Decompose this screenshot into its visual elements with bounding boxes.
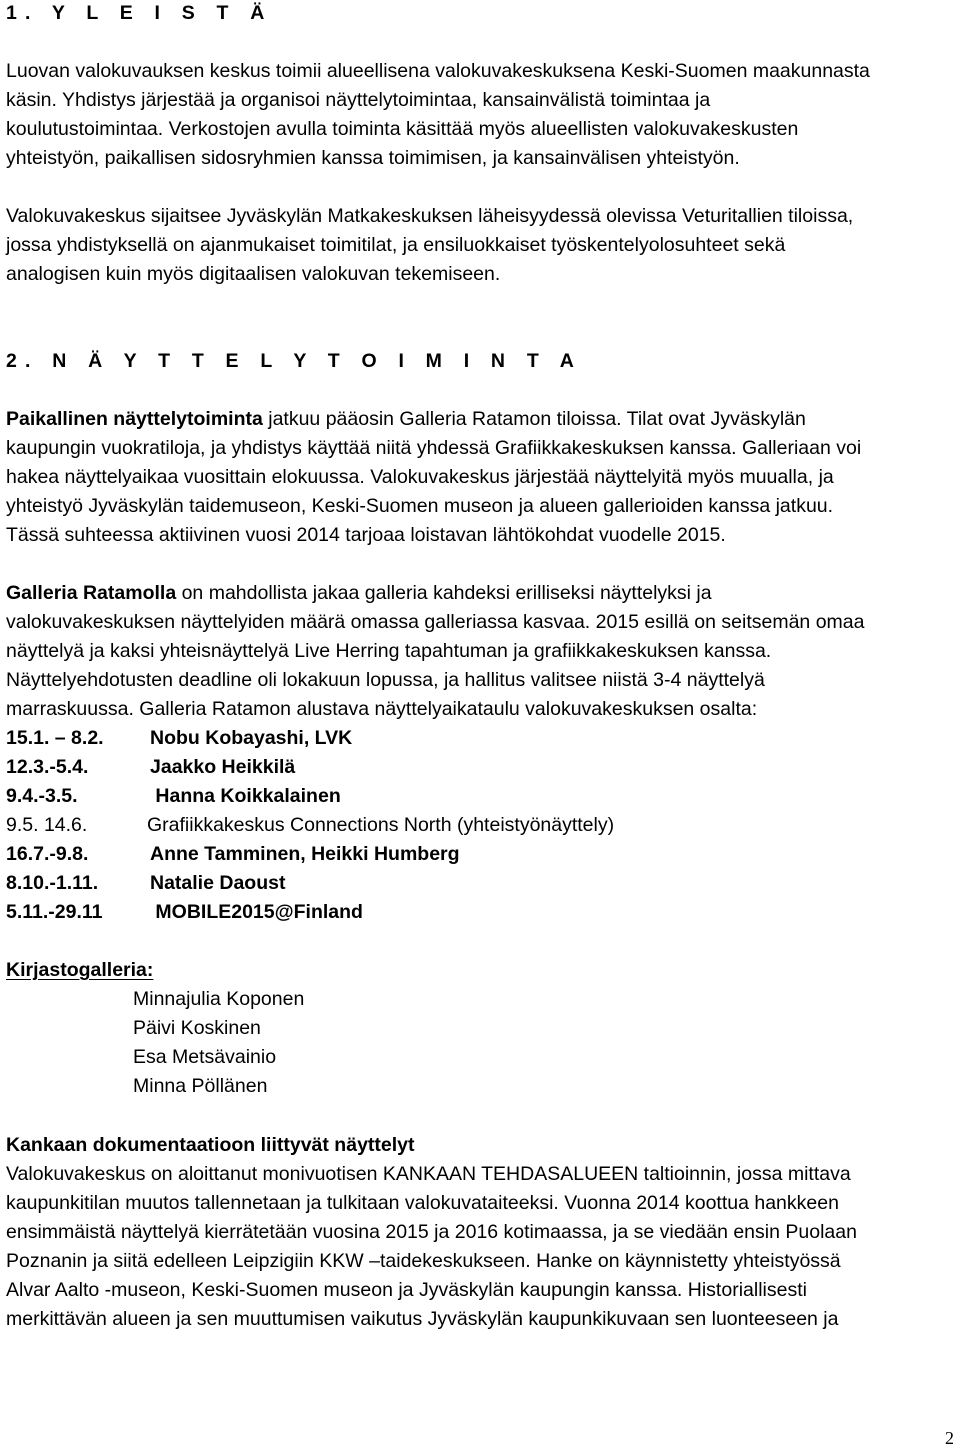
schedule-artist: Hanna Koikkalainen [150, 785, 341, 807]
schedule-row [6, 840, 460, 869]
paragraph-line: marraskuussa. Galleria Ratamon alustava näyttelyaikataulu valokuvakeskuksen osalta: [6, 698, 758, 720]
schedule-artist: Grafiikkakeskus Connections North (yhteistyönäyttely) [147, 814, 615, 836]
paragraph-line: Poznanin ja siitä edelleen Leipzigiin KKW –taidekeskukseen. Hanke on käynnistetty yhteistyössä [6, 1250, 841, 1272]
schedule-date: 9.5. 14.6. [6, 814, 88, 836]
paragraph-lead: Galleria Ratamolla [6, 582, 177, 604]
library-gallery-heading: Kirjastogalleria: [6, 959, 154, 981]
paragraph-line: Valokuvakeskus on aloittanut monivuotisen KANKAAN TEHDASALUEEN taltioinnin, jossa mittava [6, 1163, 851, 1185]
paragraph-line: kaupungin vuokratiloja, ja yhdistys käyttää niitä yhdessä Grafiikkakeskuksen kanssa. Galleriaan voi [6, 437, 862, 459]
schedule-date: 5.11.-29.11 [6, 901, 103, 923]
paragraph-line: kaupunkitilan muutos tallennetaan ja tulkitaan valokuvataiteeksi. Vuonna 2014 koottua hankkeen [6, 1192, 839, 1214]
schedule-date: 15.1. – 8.2. [6, 727, 104, 749]
library-artist: Esa Metsävainio [133, 1046, 277, 1068]
page-number: 2 [945, 1428, 954, 1448]
paragraph-line: hakea näyttelyaikaa vuosittain elokuussa. Valokuvakeskus järjestää näyttelyitä myös muualla, ja [6, 466, 834, 488]
paragraph-line: valokuvakeskuksen näyttelyiden määrä omassa galleriassa kasvaa. 2015 esillä on seitsemän omaa [6, 611, 865, 633]
paragraph-line: yhteistyön, paikallisen sidosryhmien kanssa toimimisen, ja kansainvälisen yhteistyön. [6, 147, 740, 169]
section-1-heading: 1. Y L E I S T Ä [6, 2, 273, 24]
schedule-artist: Anne Tamminen, Heikki Humberg [150, 843, 460, 865]
schedule-date: 12.3.-5.4. [6, 756, 89, 778]
schedule-row [6, 898, 363, 927]
paragraph-line: Alvar Aalto -museon, Keski-Suomen museon ja Jyväskylän kaupungin kanssa. Historiallisesti [6, 1279, 807, 1301]
paragraph-line [6, 405, 806, 434]
paragraph-line: Tässä suhteessa aktiivinen vuosi 2014 tarjoaa loistavan lähtökohdat vuodelle 2015. [6, 524, 726, 546]
schedule-row [6, 724, 352, 753]
schedule-artist: MOBILE2015@Finland [150, 901, 363, 923]
paragraph-line: ensimmäistä näyttelyä kierrätetään vuosina 2015 ja 2016 kotimaassa, ja se viedään ensin Puolaan [6, 1221, 857, 1243]
paragraph-line [6, 579, 712, 608]
library-artist: Minna Pöllänen [133, 1075, 268, 1097]
paragraph-line: analogisen kuin myös digitaalisen valokuvan tekemiseen. [6, 263, 501, 285]
schedule-artist: Nobu Kobayashi, LVK [150, 727, 353, 749]
library-artist: Minnajulia Koponen [133, 988, 305, 1010]
schedule-date: 8.10.-1.11. [6, 872, 99, 894]
paragraph-line: Näyttelyehdotusten deadline oli lokakuun lopussa, ja hallitus valitsee niistä 3-4 näyttelyä [6, 669, 765, 691]
paragraph-line: Luovan valokuvauksen keskus toimii alueellisena valokuvakeskuksena Keski-Suomen maakunnasta [6, 60, 870, 82]
paragraph-line: yhteistyö Jyväskylän taidemuseon, Keski-Suomen museon ja alueen gallerioiden kanssa jatkuu. [6, 495, 834, 517]
paragraph-lead: Paikallinen näyttelytoiminta [6, 408, 263, 430]
schedule-row [6, 753, 295, 782]
paragraph-text: on mahdollista jakaa galleria kahdeksi erilliseksi näyttelyksi ja [176, 582, 712, 604]
paragraph-line: koulutustoimintaa. Verkostojen avulla toiminta käsittää myös alueellisten valokuvakeskusten [6, 118, 799, 140]
paragraph-line: näyttelyä ja kaksi yhteisnäyttelyä Live Herring tapahtuman ja grafiikkakeskuksen kanssa. [6, 640, 772, 662]
library-artist: Päivi Koskinen [133, 1017, 261, 1039]
schedule-row [6, 869, 285, 898]
paragraph-line: merkittävän alueen ja sen muuttumisen vaikutus Jyväskylän kaupunkikuvaan sen luonteeseen ja [6, 1308, 839, 1330]
paragraph-line: käsin. Yhdistys järjestää ja organisoi näyttelytoimintaa, kansainvälistä toimintaa ja [6, 89, 711, 111]
schedule-artist: Jaakko Heikkilä [150, 756, 296, 778]
paragraph-text: jatkuu pääosin Galleria Ratamon tiloissa. Tilat ovat Jyväskylän [262, 408, 806, 430]
schedule-artist: Natalie Daoust [150, 872, 286, 894]
paragraph-line: jossa yhdistyksellä on ajanmukaiset toimitilat, ja ensiluokkaiset työskentelyolosuhteet sekä [6, 234, 786, 256]
paragraph-line: Valokuvakeskus sijaitsee Jyväskylän Matkakeskuksen läheisyydessä olevissa Veturitallien tiloissa, [6, 205, 854, 227]
kankaan-heading: Kankaan dokumentaatioon liittyvät näyttelyt [6, 1134, 415, 1156]
section-2-heading: 2. N Ä Y T T E L Y T O I M I N T A [6, 350, 583, 372]
schedule-row [6, 811, 614, 840]
schedule-row [6, 782, 341, 811]
schedule-date: 9.4.-3.5. [6, 785, 78, 807]
schedule-date: 16.7.-9.8. [6, 843, 89, 865]
